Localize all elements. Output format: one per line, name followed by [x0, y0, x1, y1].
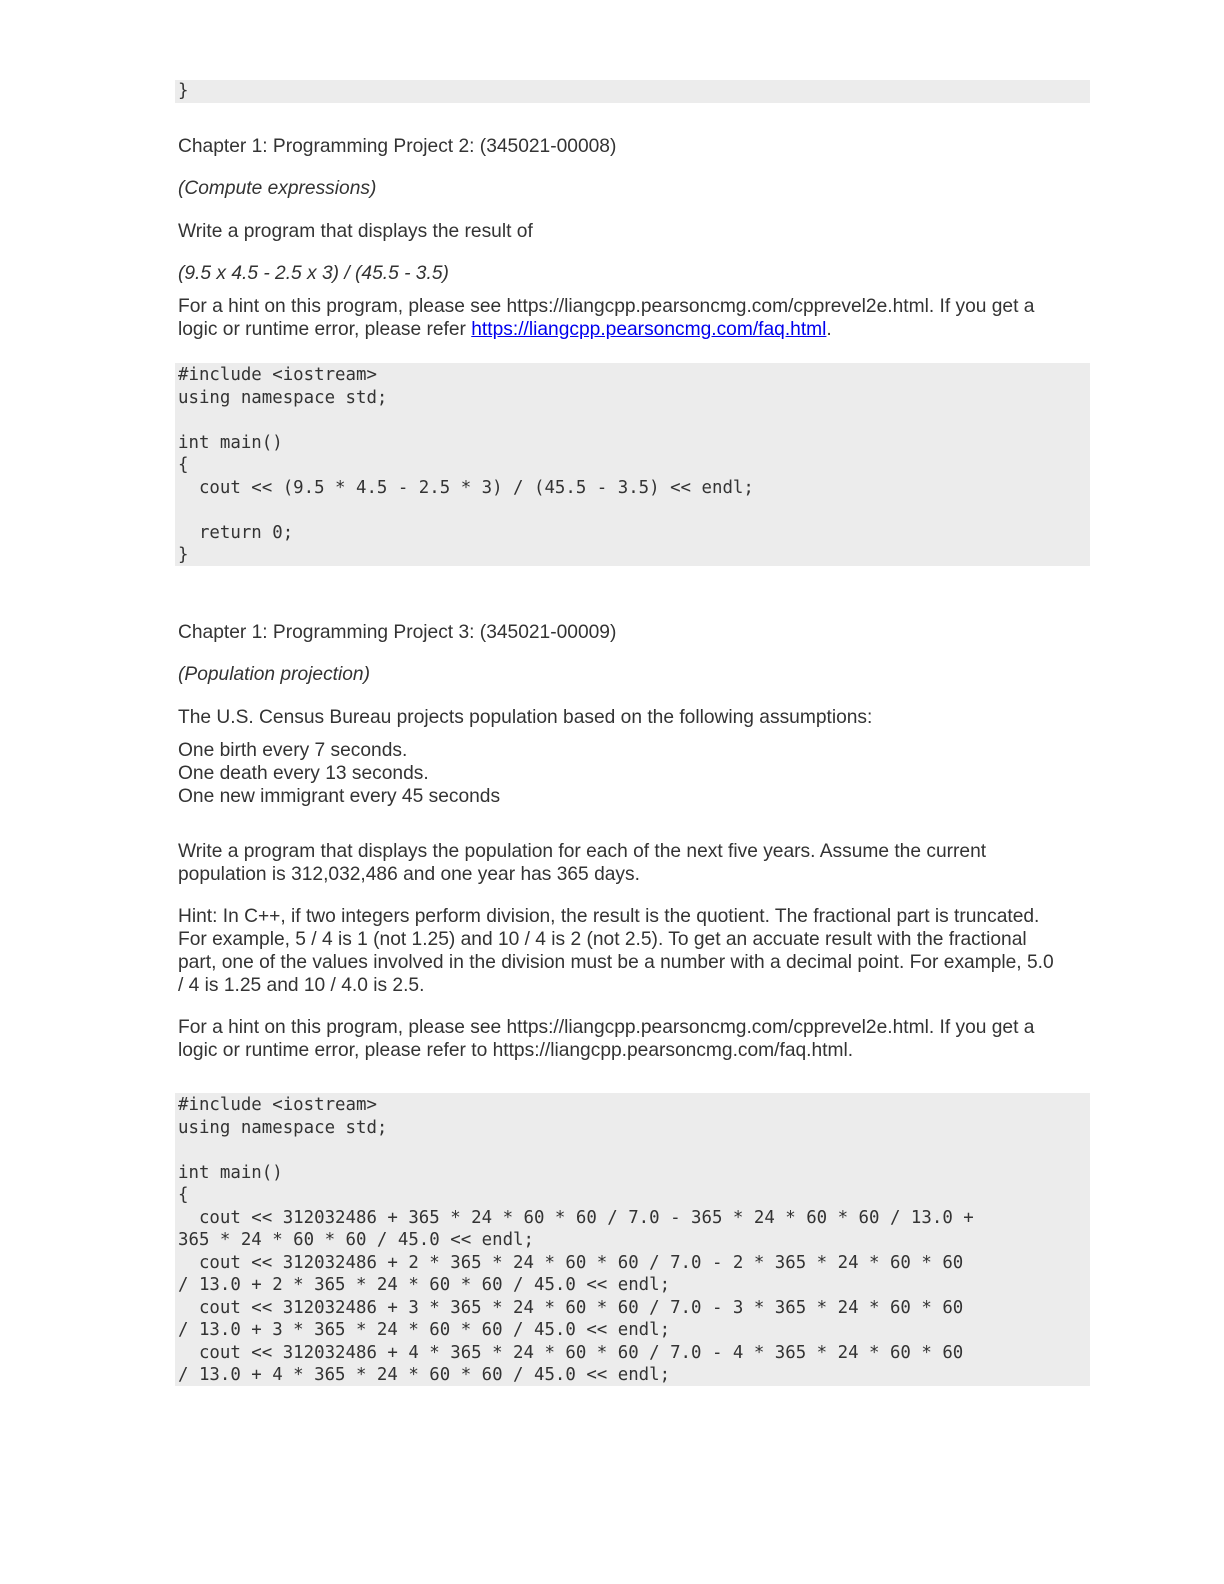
project-2-hint-line-2 — [178, 318, 1034, 341]
code-line: } — [178, 81, 189, 101]
project-3-code-block: #include <iostream> using namespace std; int main() { cout << 312032486 + 365 * 24 * 60 * 60 / 7.0 - 365 * 24 * 60 * 60 / 13.0 + 365 * 24 * 60 * 60 / 45.0 << endl; cout << 312032486 + 2 * 365 * 24 * 60 * 60 / 7.0 - 2 * 365 * 24 * 60 * 60 / 13.0 + 2 * 365 * 24 * 60 * 60 / 45.0 << endl; cout << 312032486 + 3 * 365 * 24 * 60 * 60 / 7.0 - 3 * 365 * 24 * 60 * 60 / 13.0 + 3 * 365 * 24 * 60 * 60 / 45.0 << endl; cout << 312032486 + 4 * 365 * 24 * 60 * 60 / 7.0 - 4 * 365 * 24 * 60 * 60 / 13.0 + 4 * 365 * 24 * 60 * 60 / 45.0 << endl; — [175, 1093, 1090, 1386]
project-3-subtitle: (Population projection) — [178, 664, 370, 685]
assumption-item: One new immigrant every 45 seconds — [178, 786, 501, 807]
faq-link[interactable]: https://liangcpp.pearsoncmg.com/faq.html — [471, 319, 827, 340]
project-3-hint-line: / 4 is 1.25 and 10 / 4.0 is 2.5. — [178, 975, 425, 996]
hint-suffix: . — [826, 319, 832, 340]
assumption-item: One death every 13 seconds. — [178, 763, 429, 784]
project-2-code-block: #include <iostream> using namespace std; int main() { cout << (9.5 * 4.5 - 2.5 * 3) / (45.5 - 3.5) << endl; return 0; } — [175, 363, 1090, 566]
project-3-task-line-1: Write a program that displays the population for each of the next five years. Assume the current — [178, 841, 987, 862]
project-3-reference-line-2: logic or runtime error, please refer to https://liangcpp.pearsoncmg.com/faq.html. — [178, 1040, 854, 1061]
project-2-subtitle: (Compute expressions) — [178, 178, 377, 199]
hint-prefix: logic or runtime error, please refer — [178, 319, 472, 340]
project-3-hint-line: Hint: In C++, if two integers perform division, the result is the quotient. The fractional part is truncated. — [178, 906, 1040, 927]
code-block-end-fragment — [175, 80, 1090, 103]
project-2-hint — [178, 295, 1034, 341]
project-2-hint-line-1: For a hint on this program, please see https://liangcpp.pearsoncmg.com/cpprevel2e.html. If you get a — [178, 296, 1035, 317]
project-2-heading: Chapter 1: Programming Project 2: (345021-00008) — [178, 136, 617, 157]
assumption-item: One birth every 7 seconds. — [178, 740, 408, 761]
project-3-reference-line-1: For a hint on this program, please see https://liangcpp.pearsoncmg.com/cpprevel2e.html. If you get a — [178, 1017, 1035, 1038]
project-3-reference — [178, 1016, 1034, 1062]
project-3-task — [178, 840, 986, 886]
project-2-prompt: Write a program that displays the result of — [178, 221, 533, 242]
project-3-task-line-2: population is 312,032,486 and one year has 365 days. — [178, 864, 640, 885]
project-3-hint-line: For example, 5 / 4 is 1 (not 1.25) and 10 / 4 is 2 (not 2.5). To get an accuate result with the fractional — [178, 929, 1027, 950]
project-2-expression: (9.5 x 4.5 - 2.5 x 3) / (45.5 - 3.5) — [178, 263, 449, 284]
project-3-intro: The U.S. Census Bureau projects population based on the following assumptions: — [178, 707, 873, 728]
project-3-assumptions — [178, 739, 500, 808]
project-3-heading: Chapter 1: Programming Project 3: (345021-00009) — [178, 622, 617, 643]
project-3-hint-line: part, one of the values involved in the division must be a number with a decimal point. For example, 5.0 — [178, 952, 1054, 973]
project-3-hint — [178, 905, 1054, 997]
